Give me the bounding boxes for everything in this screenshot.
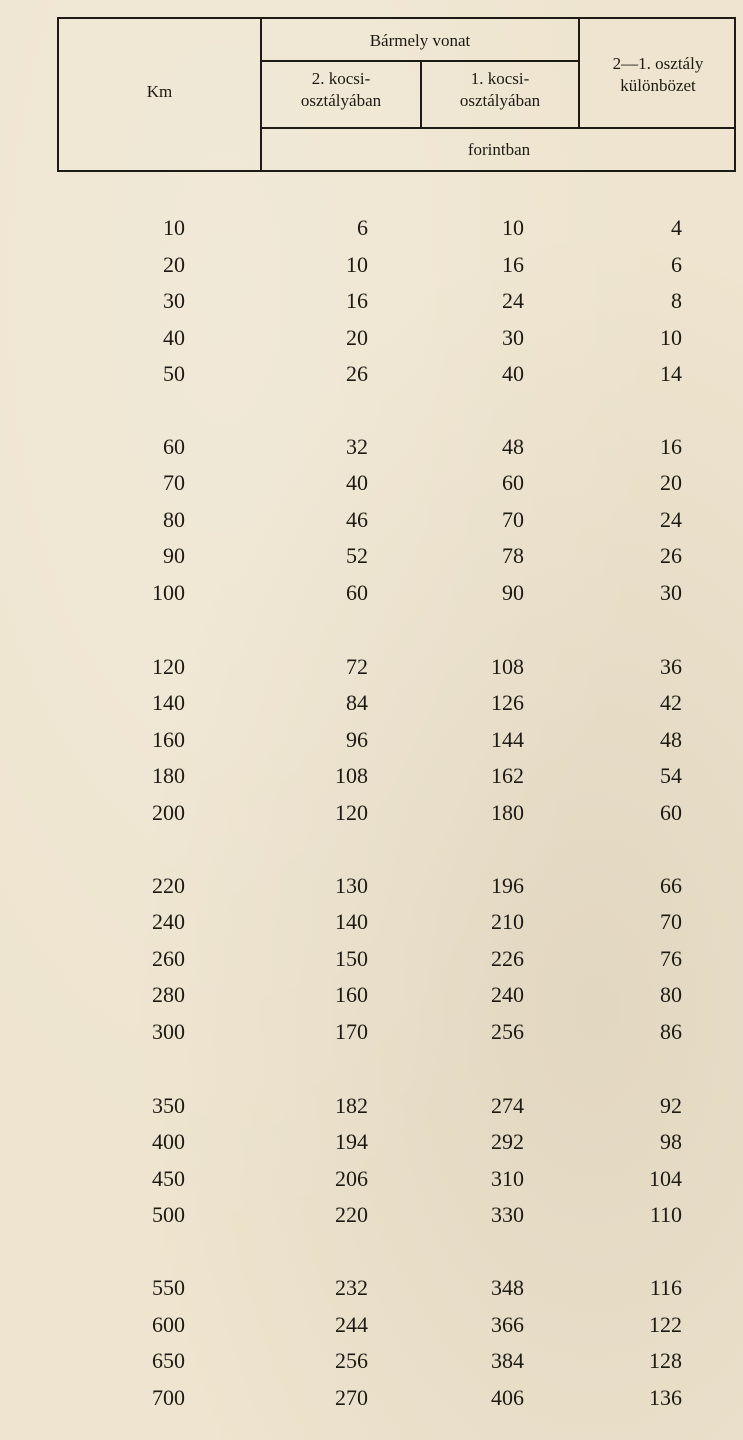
second-class-fare-cell: 206 <box>335 1166 368 1191</box>
km-cell: 160 <box>152 727 185 752</box>
km-cell: 90 <box>163 543 185 568</box>
second-class-fare-cell: 170 <box>335 1019 368 1044</box>
second-class-fare-cell: 140 <box>335 909 368 934</box>
table-row <box>0 539 743 573</box>
km-cell: 260 <box>152 946 185 971</box>
first-class-fare-cell: 10 <box>502 215 524 240</box>
km-cell: 40 <box>163 325 185 350</box>
first-class-fare-cell: 180 <box>491 800 524 825</box>
first-class-fare-cell: 226 <box>491 946 524 971</box>
table-row <box>0 1162 743 1196</box>
header-second-class-l2: osztályában <box>300 91 382 110</box>
difference-cell: 16 <box>660 434 682 459</box>
table-row <box>0 1015 743 1049</box>
first-class-fare-cell: 256 <box>491 1019 524 1044</box>
second-class-fare-cell: 108 <box>335 763 368 788</box>
difference-cell: 128 <box>649 1348 682 1373</box>
first-class-fare-cell: 108 <box>491 654 524 679</box>
km-cell: 300 <box>152 1019 185 1044</box>
first-class-fare-cell: 48 <box>502 434 524 459</box>
table-row <box>0 248 743 282</box>
difference-cell: 10 <box>660 325 682 350</box>
table-row <box>0 796 743 830</box>
difference-cell: 122 <box>649 1312 682 1337</box>
second-class-fare-cell: 270 <box>335 1385 368 1410</box>
difference-cell: 48 <box>660 727 682 752</box>
difference-cell: 104 <box>649 1166 682 1191</box>
second-class-fare-cell: 150 <box>335 946 368 971</box>
first-class-fare-cell: 210 <box>491 909 524 934</box>
first-class-fare-cell: 78 <box>502 543 524 568</box>
first-class-fare-cell: 24 <box>502 288 524 313</box>
km-cell: 650 <box>152 1348 185 1373</box>
first-class-fare-cell: 144 <box>491 727 524 752</box>
km-cell: 10 <box>163 215 185 240</box>
km-cell: 220 <box>152 873 185 898</box>
second-class-fare-cell: 232 <box>335 1275 368 1300</box>
header-rule-train <box>260 60 580 62</box>
difference-cell: 54 <box>660 763 682 788</box>
table-row <box>0 1089 743 1123</box>
second-class-fare-cell: 96 <box>346 727 368 752</box>
table-row <box>0 650 743 684</box>
first-class-fare-cell: 274 <box>491 1093 524 1118</box>
difference-cell: 116 <box>649 1275 682 1300</box>
km-cell: 240 <box>152 909 185 934</box>
difference-cell: 86 <box>660 1019 682 1044</box>
difference-cell: 24 <box>660 507 682 532</box>
km-cell: 70 <box>163 470 185 495</box>
km-cell: 550 <box>152 1275 185 1300</box>
second-class-fare-cell: 16 <box>346 288 368 313</box>
table-row <box>0 1198 743 1232</box>
first-class-fare-cell: 240 <box>491 982 524 1007</box>
second-class-fare-cell: 160 <box>335 982 368 1007</box>
difference-cell: 4 <box>671 215 682 240</box>
difference-cell: 14 <box>660 361 682 386</box>
km-cell: 20 <box>163 252 185 277</box>
first-class-fare-cell: 406 <box>491 1385 524 1410</box>
second-class-fare-cell: 6 <box>357 215 368 240</box>
first-class-fare-cell: 126 <box>491 690 524 715</box>
table-row <box>0 321 743 355</box>
difference-cell: 70 <box>660 909 682 934</box>
km-cell: 30 <box>163 288 185 313</box>
second-class-fare-cell: 256 <box>335 1348 368 1373</box>
difference-cell: 60 <box>660 800 682 825</box>
km-cell: 60 <box>163 434 185 459</box>
first-class-fare-cell: 60 <box>502 470 524 495</box>
first-class-fare-cell: 384 <box>491 1348 524 1373</box>
table-row <box>0 284 743 318</box>
table-row <box>0 686 743 720</box>
header-km: Km <box>146 82 173 101</box>
difference-cell: 98 <box>660 1129 682 1154</box>
first-class-fare-cell: 70 <box>502 507 524 532</box>
table-row <box>0 905 743 939</box>
km-cell: 180 <box>152 763 185 788</box>
table-row <box>0 1381 743 1415</box>
km-cell: 700 <box>152 1385 185 1410</box>
km-cell: 350 <box>152 1093 185 1118</box>
difference-cell: 30 <box>660 580 682 605</box>
first-class-fare-cell: 30 <box>502 325 524 350</box>
header-any-train: Bármely vonat <box>369 31 471 50</box>
header-first-class-l2: osztályában <box>459 91 541 110</box>
difference-cell: 110 <box>649 1202 682 1227</box>
second-class-fare-cell: 10 <box>346 252 368 277</box>
second-class-fare-cell: 40 <box>346 470 368 495</box>
second-class-fare-cell: 130 <box>335 873 368 898</box>
second-class-fare-cell: 60 <box>346 580 368 605</box>
difference-cell: 80 <box>660 982 682 1007</box>
km-cell: 400 <box>152 1129 185 1154</box>
km-cell: 280 <box>152 982 185 1007</box>
header-rule-unit <box>260 127 736 129</box>
first-class-fare-cell: 196 <box>491 873 524 898</box>
table-row <box>0 759 743 793</box>
second-class-fare-cell: 182 <box>335 1093 368 1118</box>
second-class-fare-cell: 84 <box>346 690 368 715</box>
table-row <box>0 1344 743 1378</box>
header-first-class-l1: 1. kocsi- <box>470 69 530 88</box>
table-row <box>0 942 743 976</box>
second-class-fare-cell: 220 <box>335 1202 368 1227</box>
first-class-fare-cell: 162 <box>491 763 524 788</box>
km-cell: 500 <box>152 1202 185 1227</box>
second-class-fare-cell: 120 <box>335 800 368 825</box>
table-row <box>0 1271 743 1305</box>
fare-table-header <box>57 17 736 172</box>
table-row <box>0 978 743 1012</box>
km-cell: 200 <box>152 800 185 825</box>
table-row <box>0 869 743 903</box>
table-row <box>0 1308 743 1342</box>
table-row <box>0 357 743 391</box>
first-class-fare-cell: 40 <box>502 361 524 386</box>
difference-cell: 92 <box>660 1093 682 1118</box>
table-row <box>0 503 743 537</box>
header-class-difference-l1: 2—1. osztály <box>612 54 704 73</box>
difference-cell: 76 <box>660 946 682 971</box>
table-row <box>0 723 743 757</box>
km-cell: 50 <box>163 361 185 386</box>
second-class-fare-cell: 20 <box>346 325 368 350</box>
difference-cell: 42 <box>660 690 682 715</box>
second-class-fare-cell: 194 <box>335 1129 368 1154</box>
first-class-fare-cell: 330 <box>491 1202 524 1227</box>
table-row <box>0 1125 743 1159</box>
difference-cell: 26 <box>660 543 682 568</box>
table-row <box>0 576 743 610</box>
km-cell: 600 <box>152 1312 185 1337</box>
difference-cell: 136 <box>649 1385 682 1410</box>
second-class-fare-cell: 52 <box>346 543 368 568</box>
header-class-difference-l2: különbözet <box>620 76 696 95</box>
km-cell: 450 <box>152 1166 185 1191</box>
table-row <box>0 211 743 245</box>
second-class-fare-cell: 26 <box>346 361 368 386</box>
table-row <box>0 430 743 464</box>
km-cell: 100 <box>152 580 185 605</box>
first-class-fare-cell: 90 <box>502 580 524 605</box>
difference-cell: 8 <box>671 288 682 313</box>
first-class-fare-cell: 310 <box>491 1166 524 1191</box>
second-class-fare-cell: 72 <box>346 654 368 679</box>
first-class-fare-cell: 292 <box>491 1129 524 1154</box>
second-class-fare-cell: 244 <box>335 1312 368 1337</box>
first-class-fare-cell: 348 <box>491 1275 524 1300</box>
second-class-fare-cell: 32 <box>346 434 368 459</box>
difference-cell: 66 <box>660 873 682 898</box>
difference-cell: 20 <box>660 470 682 495</box>
km-cell: 80 <box>163 507 185 532</box>
header-unit-forint: forintban <box>467 140 531 159</box>
first-class-fare-cell: 16 <box>502 252 524 277</box>
second-class-fare-cell: 46 <box>346 507 368 532</box>
km-cell: 120 <box>152 654 185 679</box>
difference-cell: 36 <box>660 654 682 679</box>
km-cell: 140 <box>152 690 185 715</box>
difference-cell: 6 <box>671 252 682 277</box>
first-class-fare-cell: 366 <box>491 1312 524 1337</box>
header-second-class-l1: 2. kocsi- <box>311 69 371 88</box>
table-row <box>0 466 743 500</box>
